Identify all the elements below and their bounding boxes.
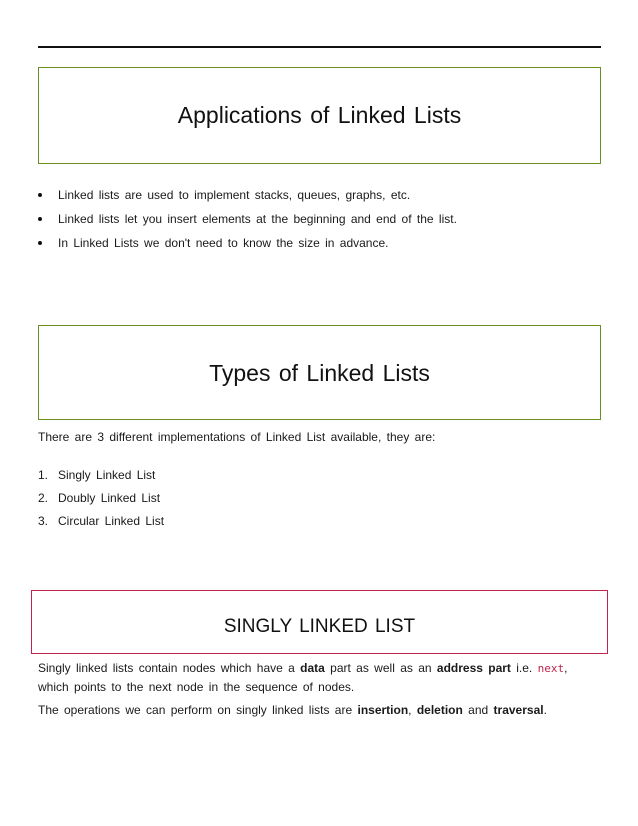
ops-text: . — [543, 703, 547, 717]
list-item — [38, 490, 164, 513]
list-number: 3. — [38, 514, 49, 528]
applications-title: Applications of Linked Lists — [177, 102, 462, 128]
ops-deletion: deletion — [416, 703, 463, 717]
list-item-text: Linked lists are used to implement stacks, queues, graphs, etc. — [58, 188, 411, 202]
bullet-icon — [38, 193, 42, 197]
header-rule — [38, 46, 601, 48]
applications-list — [38, 187, 598, 259]
list-item — [38, 211, 598, 235]
types-title: Types of Linked Lists — [209, 360, 430, 386]
ops-text: , — [408, 703, 417, 717]
singly-title-box — [31, 590, 608, 654]
desc-data-term: data — [300, 661, 325, 675]
bullet-icon — [38, 217, 42, 221]
list-item — [38, 187, 598, 211]
ops-insertion: insertion — [357, 703, 409, 717]
desc-address-term: address part — [436, 661, 511, 675]
types-intro: There are 3 different implementations of Linked List available, they are: — [38, 430, 436, 444]
desc-text: , which points to the next node in the sequence of nodes. — [38, 661, 568, 694]
types-list — [38, 467, 164, 536]
list-item-text: In Linked Lists we don't need to know the size in advance. — [58, 236, 389, 250]
list-number: 1. — [38, 468, 49, 482]
types-title-box — [38, 325, 601, 420]
applications-title-box — [38, 67, 601, 164]
list-item-text: Singly Linked List — [58, 468, 156, 482]
ops-traversal: traversal — [493, 703, 544, 717]
singly-description — [38, 659, 583, 697]
list-item — [38, 467, 164, 490]
list-number: 2. — [38, 491, 49, 505]
desc-code-next: next — [537, 662, 565, 675]
desc-text: part as well as an — [324, 661, 437, 675]
singly-title: SINGLY LINKED LIST — [223, 616, 416, 637]
singly-operations — [38, 702, 583, 718]
desc-text: Singly linked lists contain nodes which have a — [38, 661, 301, 675]
ops-text: The operations we can perform on singly linked lists are — [38, 703, 358, 717]
list-item-text: Circular Linked List — [58, 514, 165, 528]
ops-text: and — [462, 703, 494, 717]
list-item — [38, 235, 598, 259]
list-item-text: Linked lists let you insert elements at the beginning and end of the list. — [58, 212, 457, 226]
list-item-text: Doubly Linked List — [58, 491, 161, 505]
bullet-icon — [38, 241, 42, 245]
list-item — [38, 513, 164, 536]
desc-text: i.e. — [510, 661, 538, 675]
